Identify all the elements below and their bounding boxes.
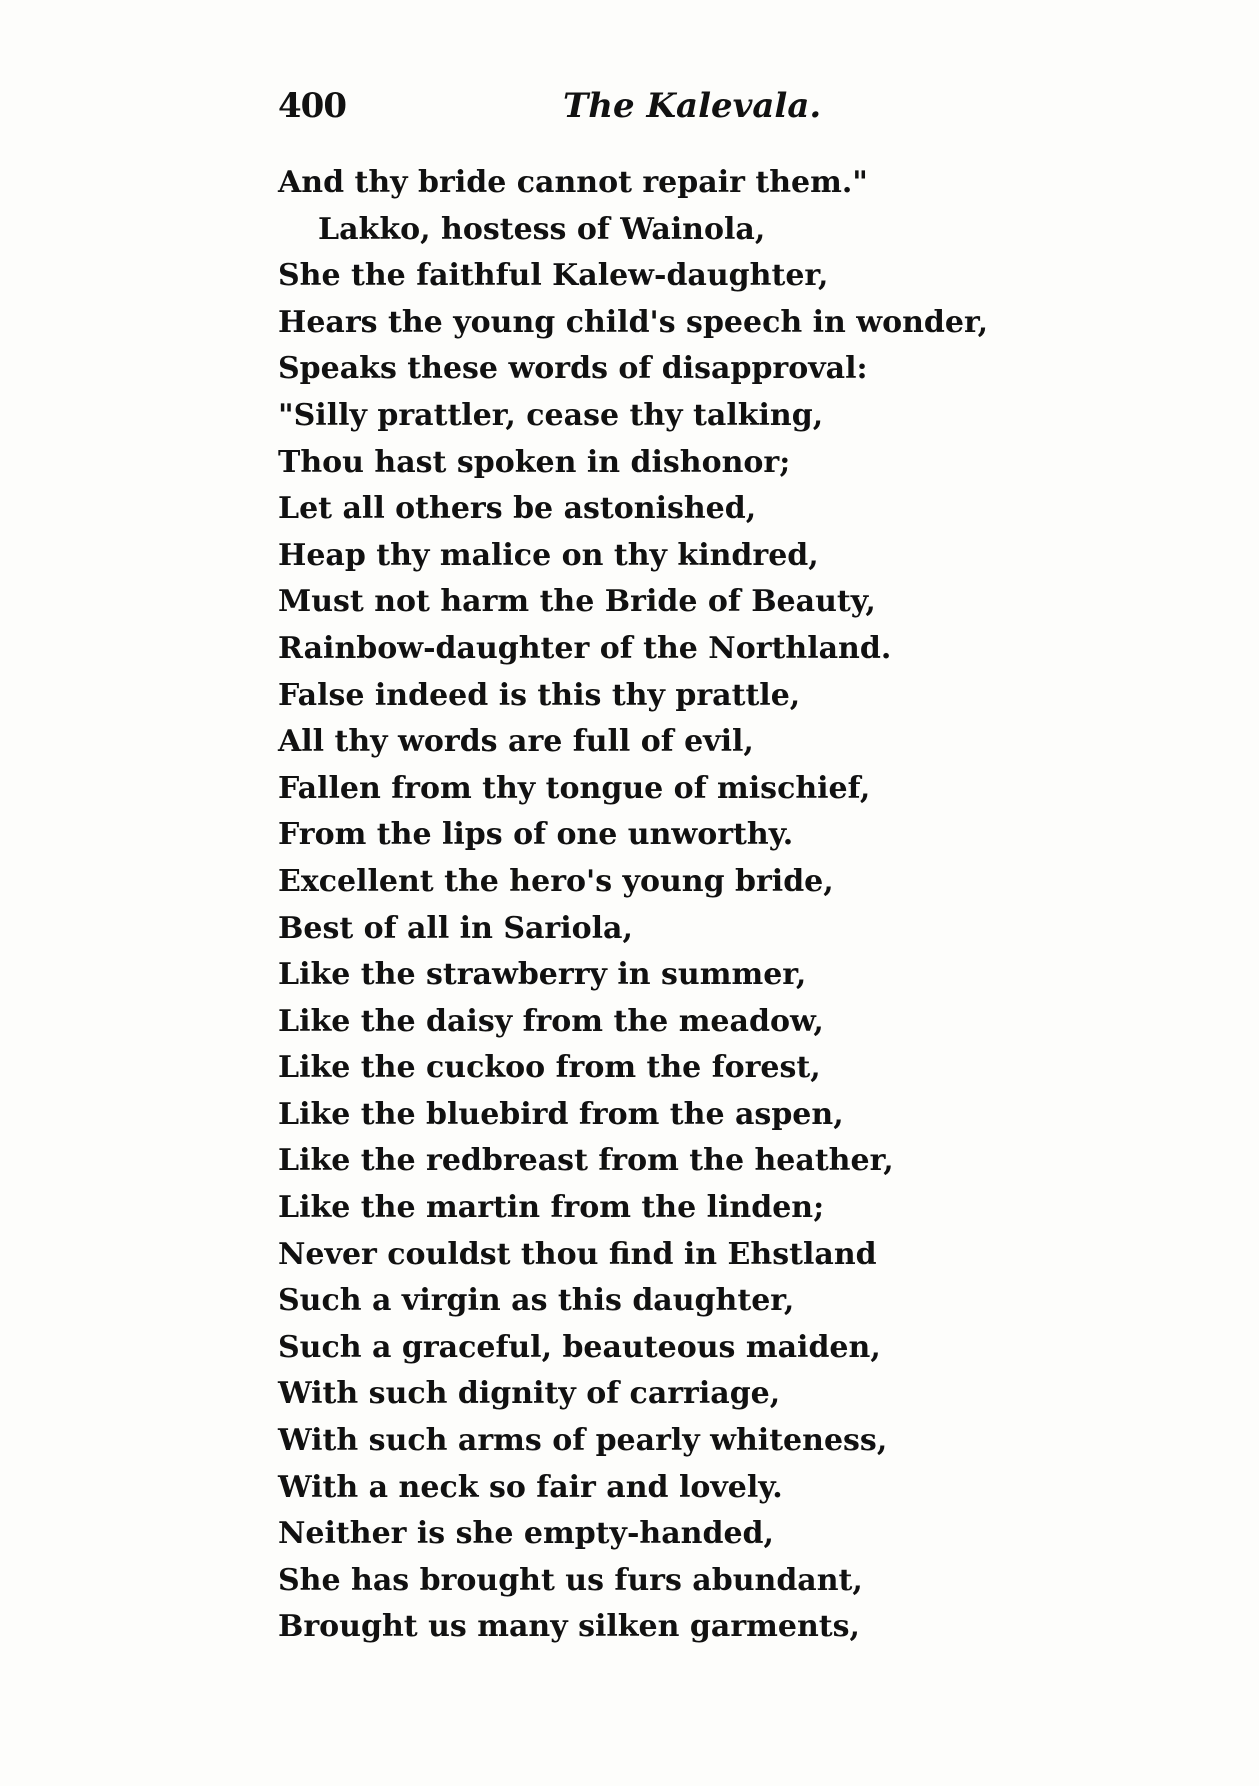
page-number: 400 bbox=[278, 86, 346, 126]
verse-line: False indeed is this thy prattle, bbox=[278, 677, 801, 713]
verse-line: Such a graceful, beauteous maiden, bbox=[278, 1329, 881, 1365]
verse-line: Like the redbreast from the heather, bbox=[278, 1143, 894, 1179]
verse-line: Best of all in Sariola, bbox=[278, 910, 633, 946]
verse-line: Like the daisy from the meadow, bbox=[278, 1003, 824, 1039]
verse-block bbox=[278, 160, 988, 1651]
verse-line: Lakko, hostess of Wainola, bbox=[318, 211, 766, 247]
verse-line: She has brought us furs abundant, bbox=[278, 1562, 863, 1598]
verse-line: Like the martin from the linden; bbox=[278, 1190, 825, 1226]
verse-line: All thy words are full of evil, bbox=[278, 724, 754, 760]
verse-line: With such arms of pearly whiteness, bbox=[278, 1423, 888, 1459]
verse-line: Neither is she empty-handed, bbox=[278, 1516, 774, 1552]
verse-line: Speaks these words of disapproval: bbox=[278, 351, 868, 387]
verse-line: Never couldst thou find in Ehstland bbox=[278, 1236, 877, 1272]
page-header bbox=[278, 86, 838, 136]
verse-line: Like the bluebird from the aspen, bbox=[278, 1096, 844, 1132]
verse-line: With such dignity of carriage, bbox=[278, 1376, 781, 1412]
verse-line: Like the cuckoo from the forest, bbox=[278, 1050, 821, 1086]
verse-line: Hears the young child's speech in wonder, bbox=[278, 304, 989, 340]
verse-line: With a neck so fair and lovely. bbox=[278, 1469, 783, 1505]
verse-line: And thy bride cannot repair them." bbox=[278, 165, 868, 200]
verse-line: Rainbow-daughter of the Northland. bbox=[278, 630, 892, 666]
verse-line: From the lips of one unworthy. bbox=[278, 817, 794, 853]
verse-line: Must not harm the Bride of Beauty, bbox=[278, 584, 876, 620]
verse-line: She the faithful Kalew-daughter, bbox=[278, 258, 829, 294]
verse-line: Heap thy malice on thy kindred, bbox=[278, 537, 819, 573]
verse-line: Such a virgin as this daughter, bbox=[278, 1283, 795, 1319]
verse-line: Let all others be astonished, bbox=[278, 491, 757, 527]
verse-line: Thou hast spoken in dishonor; bbox=[278, 444, 791, 480]
verse-line: Like the strawberry in summer, bbox=[278, 957, 807, 993]
verse-line: Excellent the hero's young bride, bbox=[278, 863, 834, 899]
running-title: The Kalevala. bbox=[563, 86, 822, 126]
verse-line: Brought us many silken garments, bbox=[278, 1609, 860, 1645]
verse-line: "Silly prattler, cease thy talking, bbox=[278, 397, 824, 433]
verse-line: Fallen from thy tongue of mischief, bbox=[278, 770, 871, 806]
